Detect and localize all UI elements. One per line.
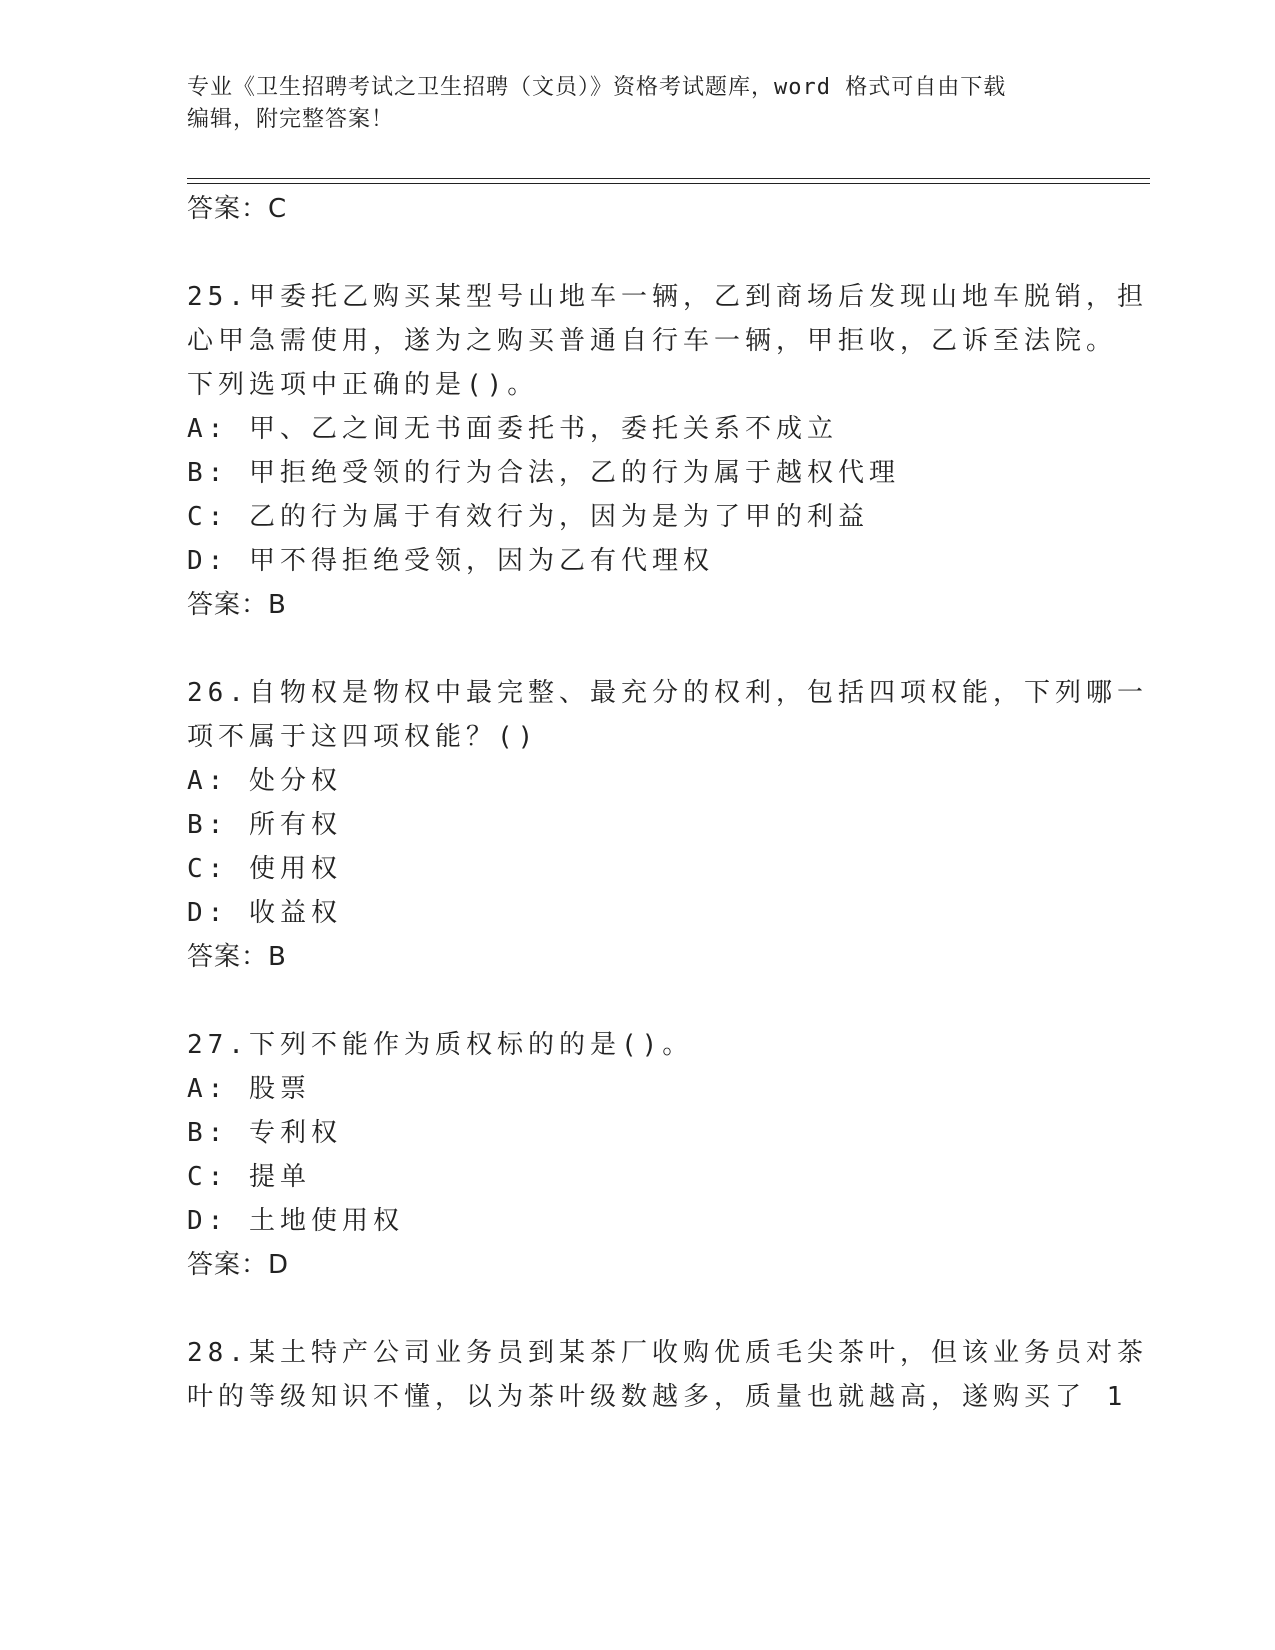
header-divider-bottom xyxy=(187,183,1150,184)
answer: 答案：B xyxy=(187,942,287,972)
question-stem-line: 27.下列不能作为质权标的的是()。 xyxy=(187,1030,694,1060)
option-a: A: 股票 xyxy=(187,1074,311,1104)
question-stem-line: 25.甲委托乙购买某型号山地车一辆，乙到商场后发现山地车脱销，担 xyxy=(187,282,1148,312)
answer: 答案：B xyxy=(187,590,287,620)
option-a: A: 甲、乙之间无书面委托书，委托关系不成立 xyxy=(187,414,838,444)
option-a: A: 处分权 xyxy=(187,766,342,796)
question-stem-line: 下列选项中正确的是()。 xyxy=(187,370,539,400)
option-b: B: 专利权 xyxy=(187,1118,342,1148)
previous-answer: 答案：C xyxy=(187,194,288,224)
header-divider-top xyxy=(187,178,1150,179)
option-c: C: 使用权 xyxy=(187,854,342,884)
question-stem-line: 心甲急需使用，遂为之购买普通自行车一辆，甲拒收，乙诉至法院。 xyxy=(187,326,1118,356)
option-b: B: 所有权 xyxy=(187,810,342,840)
page-header xyxy=(187,72,1087,136)
header-line-1: 专业《卫生招聘考试之卫生招聘（文员）》资格考试题库，word 格式可自由下载 xyxy=(187,75,1007,100)
option-d: D: 土地使用权 xyxy=(187,1206,404,1236)
option-c: C: 提单 xyxy=(187,1162,311,1192)
option-c: C: 乙的行为属于有效行为，因为是为了甲的利益 xyxy=(187,502,869,532)
question-stem-line: 26.自物权是物权中最完整、最充分的权利，包括四项权能，下列哪一 xyxy=(187,678,1148,708)
header-line-2: 编辑，附完整答案！ xyxy=(187,107,395,132)
question-stem-line: 项不属于这四项权能？() xyxy=(187,722,539,752)
question-stem-line: 叶的等级知识不懂，以为茶叶级数越多，质量也就越高，遂购买了 1 xyxy=(187,1382,1128,1412)
answer: 答案：D xyxy=(187,1250,290,1280)
option-d: D: 收益权 xyxy=(187,898,342,928)
option-d: D: 甲不得拒绝受领，因为乙有代理权 xyxy=(187,546,714,576)
question-stem-line: 28.某土特产公司业务员到某茶厂收购优质毛尖茶叶，但该业务员对茶 xyxy=(187,1338,1148,1368)
option-b: B: 甲拒绝受领的行为合法，乙的行为属于越权代理 xyxy=(187,458,900,488)
